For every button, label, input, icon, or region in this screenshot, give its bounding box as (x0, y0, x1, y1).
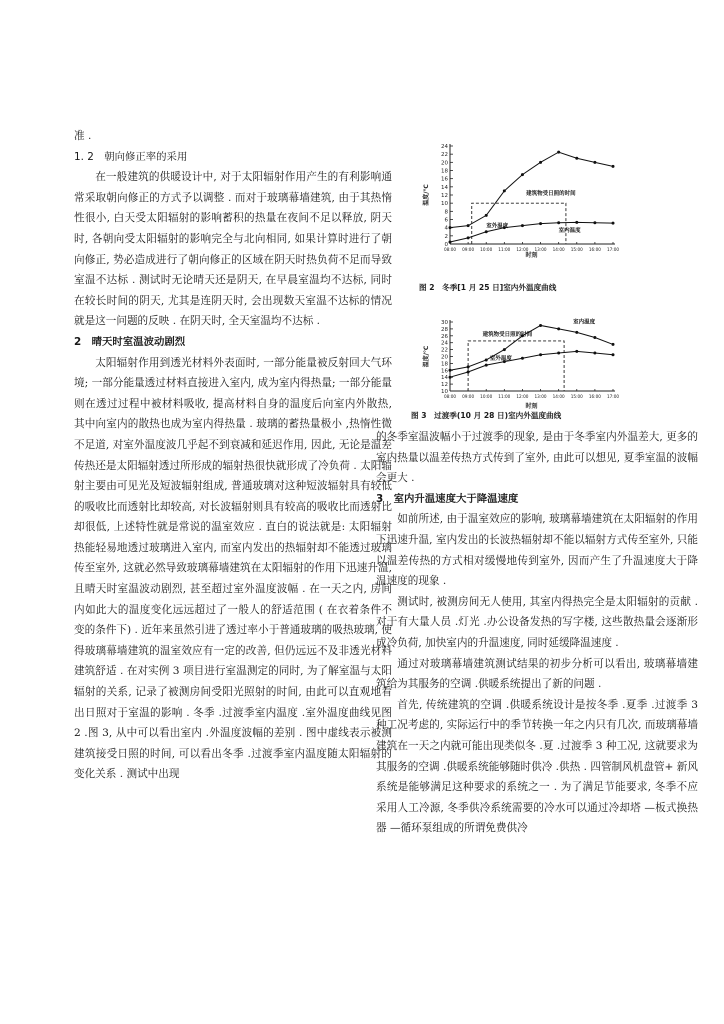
sunshine-period-label: 建筑物受日照的时间 (482, 331, 533, 338)
figure-3-chart (420, 316, 620, 416)
y-tick-label: 6 (444, 217, 448, 224)
indoor-temperature-point (503, 189, 506, 192)
x-tick-label: 12:00 (516, 247, 529, 252)
section-heading-2: 2 晴天时室温波动剧烈 (74, 335, 186, 348)
outdoor-temperature-point (593, 221, 596, 224)
x-tick-label: 14:00 (552, 247, 565, 252)
section-heading-1-2: 1. 2 朝向修正率的采用 (74, 150, 188, 163)
indoor-temperature-point (485, 358, 488, 361)
y-tick-label: 28 (441, 326, 448, 333)
section-heading-3: 3 室内升温速度大于降温速度 (376, 492, 519, 505)
x-tick-label: 08:00 (443, 394, 457, 399)
y-tick-label: 18 (441, 361, 448, 368)
indoor-temperature-point (593, 161, 596, 164)
indoor-temperature-label: 室内温度 (558, 227, 581, 234)
outdoor-temperature-point (449, 376, 452, 379)
x-tick-label: 11:00 (498, 394, 511, 399)
y-tick-label: 16 (441, 176, 448, 183)
y-tick-label: 14 (441, 184, 448, 191)
x-tick-label: 10:00 (480, 394, 493, 399)
indoor-temperature-point (612, 343, 615, 346)
y-tick-label: 8 (444, 209, 448, 216)
x-tick-label: 13:00 (534, 394, 547, 399)
x-tick-label: 17:00 (606, 394, 620, 399)
y-tick-label: 2 (444, 233, 448, 240)
outdoor-temperature-line (450, 222, 613, 242)
paragraph-fragment: 准 . (74, 130, 92, 142)
y-tick-label: 10 (441, 389, 448, 395)
x-tick-label: 16:00 (588, 247, 601, 252)
y-tick-label: 24 (441, 340, 448, 347)
figure-3-caption: 图 3 过渡季(10 月 28 日)室内外温度曲线 (411, 411, 562, 420)
y-tick-label: 10 (441, 201, 448, 208)
outdoor-temperature-point (449, 240, 452, 243)
outdoor-temperature-point (467, 236, 470, 239)
y-tick-label: 16 (441, 368, 448, 375)
outdoor-temperature-point (485, 364, 488, 367)
outdoor-temperature-point (467, 371, 470, 374)
x-tick-label: 10:00 (480, 247, 493, 252)
indoor-temperature-point (575, 157, 578, 160)
y-tick-label: 12 (441, 193, 448, 199)
paragraph-sunny-fluctuation: 太阳辐射作用到透光材料外表面时, 一部分能量被反射回大气环境; 一部分能量透过材料直接进入室内, 成为室内得热量; 一部分能量则在透过过程中被材料吸收, 提高材料自身的温度后向室内外散热, 其中向室内的散热也成为室内得热量 . 玻璃的蓄热量极小 ,热惰性微不足道, 对室外温度波几乎起不到衰减和延迟作用, 因此, 无论是温差传热还是太阳辐射透过所形成的辐射热很快就形成了冷负荷 . 太阳辐射主要由可见光及短波辐射组成, 普通玻璃对这种短波辐射具有较低的吸收比而透射比却较高, 对长波辐射则具有较高的吸收比而透射比却很低, 上述特性就是常说的温室效应 . 直白的说法就是: 太阳辐射热能轻易地透过玻璃进入室内, 而室内发出的热辐射却不能透过玻璃传至室外, 这就必然导致玻璃幕墙建筑在太阳辐射的作用下迅速升温, 且晴天时室温波动剧烈, 甚至超过室外温度波幅 . 在一天之内, 房间内如此大的温度变化远远超过了一般人的舒适范围 ( 在衣着条件不变的条件下) . 近年来虽然引进了透过率小于普通玻璃的吸热玻璃, 使得玻璃幕墙建筑的温室效应有一定的改善, 但仍远远不及非透光材料建筑舒适 . 在对实例 3 项目进行室温测定的同时, 为了解室温与太阳辐射的关系, 记录了被测房间受阳光照射的时间, 由此可以直观地看出日照对于室温的影响 . 冬季 .过渡季室内温度 .室外温度曲线见图 2 .图 3, 从中可以看出室内 .外温度波幅的差别 . 图中虚线表示被测建筑接受日照的时间, 可以看出冬季 .过渡季室内温度随太阳辐射的变化关系 . 测试中出现 (74, 356, 392, 781)
indoor-temperature-point (557, 151, 560, 154)
x-tick-label: 11:00 (498, 247, 511, 252)
outdoor-temperature-point (612, 353, 615, 356)
outdoor-temperature-point (521, 224, 524, 227)
y-axis-label: 温度/℃ (423, 345, 430, 368)
outdoor-temperature-point (557, 221, 560, 224)
sunshine-period-label: 建筑物受日照的时间 (526, 191, 576, 197)
outdoor-temperature-label: 室外温度 (486, 223, 509, 230)
y-tick-label: 30 (441, 320, 448, 326)
y-tick-label: 0 (444, 242, 448, 248)
y-tick-label: 24 (441, 144, 448, 150)
outdoor-temperature-point (539, 353, 542, 356)
y-tick-label: 20 (441, 354, 448, 361)
paragraph-orientation: 在一般建筑的供暖设计中, 对于太阳辐射作用产生的有利影响通常采取朝向修正的方式予以调整 . 而对于玻璃幕墙建筑, 由于其热惰性很小, 白天受太阳辐射的影响蓄积的热量在夜间不足以释放, 阴天时, 各朝向受太阳辐射的影响完全与北向相同, 如果计算时进行了朝向修正, 势必造成进行了朝向修正的区域在阴天时热负荷不足而导致室温不达标 . 测试时无论晴天还是阴天, 在早晨室温均不达标, 同时在较长时间的阴天, 尤其是连阴天时, 会出现数天室温不达标的情况就是这一问题的反映 . 在阴天时, 全天室温均不达标 . (74, 171, 392, 328)
sunshine-period-line (468, 341, 564, 391)
outdoor-temperature-point (521, 357, 524, 360)
y-tick-label: 18 (441, 168, 448, 175)
indoor-temperature-point (467, 224, 470, 227)
indoor-temperature-point (503, 348, 506, 351)
x-tick-label: 16:00 (588, 394, 601, 399)
indoor-temperature-point (539, 324, 542, 327)
indoor-temperature-point (467, 365, 470, 368)
indoor-temperature-label: 室内温度 (573, 319, 596, 326)
y-tick-label: 20 (441, 160, 448, 167)
y-tick-label: 22 (441, 347, 448, 354)
indoor-temperature-point (539, 161, 542, 164)
x-tick-label: 09:00 (462, 394, 475, 399)
figure-3 (420, 316, 620, 416)
y-tick-label: 22 (441, 152, 448, 159)
indoor-temperature-point (485, 214, 488, 217)
x-tick-label: 15:00 (570, 394, 583, 399)
outdoor-temperature-point (485, 230, 488, 233)
outdoor-temperature-point (539, 222, 542, 225)
x-tick-label: 12:00 (516, 394, 529, 399)
x-tick-label: 15:00 (570, 247, 583, 252)
indoor-temperature-line (450, 152, 613, 228)
y-tick-label: 14 (441, 375, 448, 382)
indoor-temperature-point (521, 173, 524, 176)
x-tick-label: 17:00 (606, 247, 620, 252)
indoor-temperature-point (557, 327, 560, 330)
x-tick-label: 13:00 (534, 247, 547, 252)
y-tick-label: 26 (441, 333, 448, 340)
paragraph-heating-speed: 如前所述, 由于温室效应的影响, 玻璃幕墙建筑在太阳辐射的作用下迅速升温, 室内发出的长波热辐射却不能以辐射方式传至室外, 只能以温差传热的方式相对缓慢地传到室外, 因而产生了升温速度大于降温速度的现象 . (376, 513, 698, 588)
outdoor-temperature-point (593, 352, 596, 355)
indoor-temperature-point (612, 165, 615, 168)
indoor-temperature-point (593, 336, 596, 339)
outdoor-temperature-point (612, 222, 615, 225)
x-tick-label: 09:00 (462, 247, 475, 252)
outdoor-temperature-point (575, 350, 578, 353)
figure-2 (420, 140, 620, 280)
right-column (376, 427, 698, 839)
figure-2-caption: 图 2 冬季[1 月 25 日]室内外温度曲线 (419, 283, 557, 292)
y-axis-label: 温度/℃ (423, 184, 430, 206)
outdoor-temperature-point (575, 221, 578, 224)
paragraph-test-conditions: 测试时, 被测房间无人使用, 其室内得热完全是太阳辐射的贡献 . 对于有大量人员 .灯光 .办公设备发热的写字楼, 这些散热量会逐渐形成冷负荷, 加快室内的升温速度, 同时延缓降温速度 . (376, 595, 698, 649)
paragraph-hvac-systems: 首先, 传统建筑的空调 .供暖系统设计是按冬季 .夏季 .过渡季 3 种工况考虑的, 实际运行中的季节转换一年之内只有几次, 而玻璃幕墙建筑在一天之内就可能出现类似冬 .夏 .过渡季 3 种工况, 这就要求为其服务的空调 .供暖系统能够随时供冷 .供热 . 四管制风机盘管+ 新风系统是能够满足这种要求的系统之一 . 为了满足节能要求, 冬季不应采用人工冷源, 冬季供冷系统需要的冷水可以通过冷却塔 —板式换热器 —循环泵组成的所谓免费供冷 (376, 698, 698, 835)
outdoor-temperature-point (557, 352, 560, 355)
outdoor-temperature-label: 室外温度 (489, 355, 512, 362)
y-tick-label: 12 (441, 382, 448, 389)
indoor-temperature-point (449, 369, 452, 372)
paragraph-analysis: 通过对玻璃幕墙建筑测试结果的初步分析可以看出, 玻璃幕墙建筑给为其服务的空调 .供暖系统提出了新的问题 . (376, 657, 698, 691)
x-axis-label: 时刻 (525, 403, 538, 410)
y-tick-label: 4 (444, 225, 448, 232)
left-column (74, 126, 392, 785)
x-tick-label: 14:00 (552, 394, 565, 399)
figure-2-chart (420, 140, 620, 280)
x-axis-label: 时刻 (525, 252, 538, 259)
x-tick-label: 08:00 (443, 247, 457, 252)
indoor-temperature-point (449, 226, 452, 229)
indoor-temperature-point (575, 331, 578, 334)
paragraph-continued: 的冬季室温波幅小于过渡季的现象, 是由于冬季室内外温差大, 更多的室内热量以温差传热方式传到了室外, 由此可以想见, 夏季室温的波幅会更大 . (376, 431, 698, 485)
